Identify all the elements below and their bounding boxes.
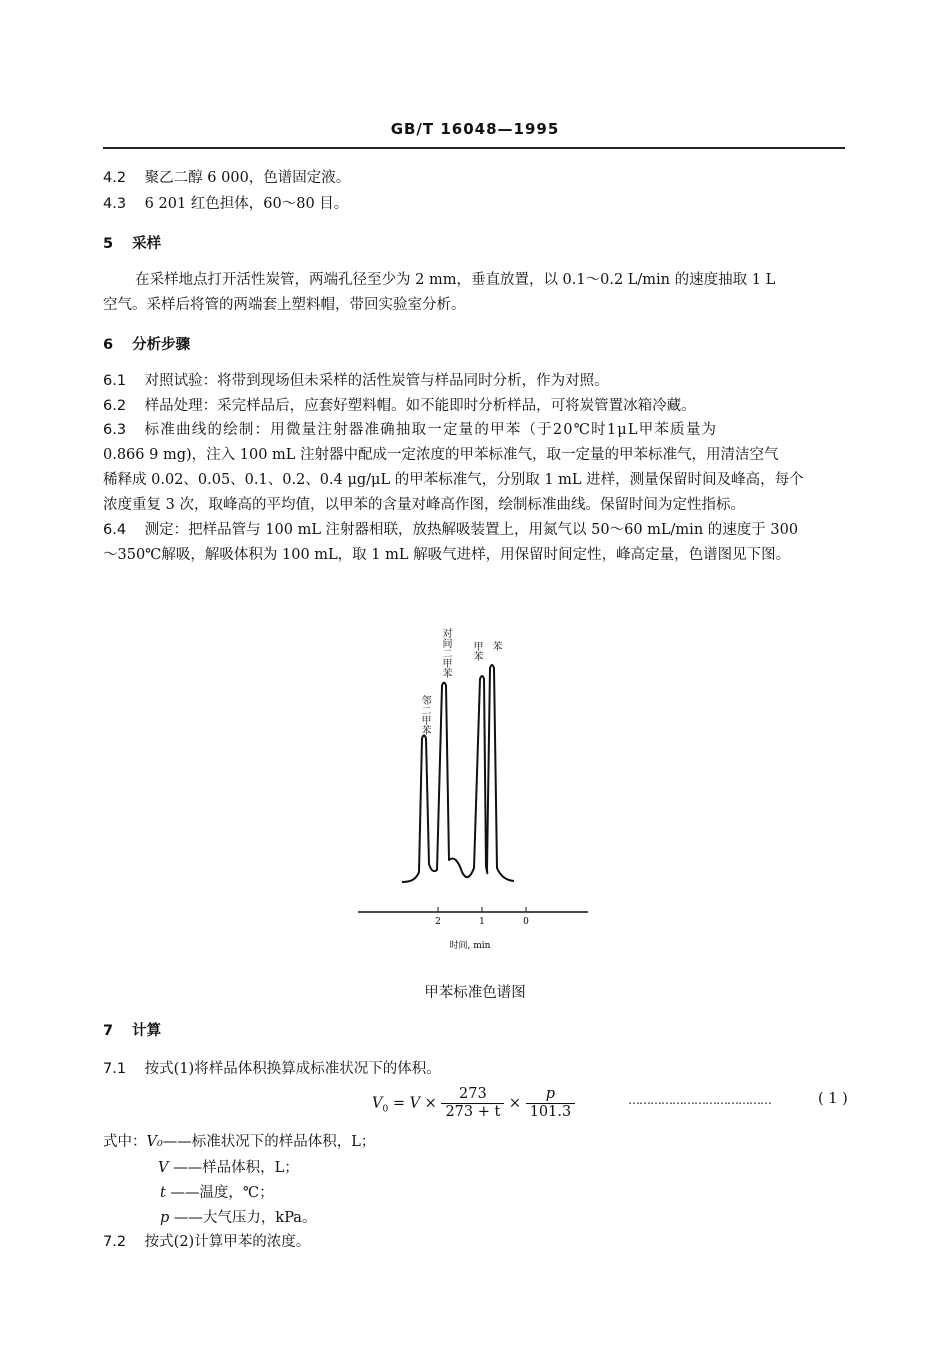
item-6-2 xyxy=(103,394,696,415)
x-tick-label: 0 xyxy=(523,917,529,927)
x-tick-label: 1 xyxy=(479,917,485,927)
item-number: 6.4 xyxy=(103,522,127,538)
def-text: ——温度，℃； xyxy=(170,1185,274,1201)
item-text: 聚乙二醇 6 000，色谱固定液。 xyxy=(144,170,351,186)
where-line-3 xyxy=(160,1181,274,1202)
section-number: 7 xyxy=(103,1023,114,1039)
fraction-numerator: 273 xyxy=(441,1086,504,1104)
x-tick-label: 2 xyxy=(435,917,441,927)
where-line-4 xyxy=(160,1206,316,1227)
item-number: 7.2 xyxy=(103,1234,127,1250)
item-6-4 xyxy=(103,518,798,539)
where-label: 式中： xyxy=(103,1134,147,1150)
fraction-pressure xyxy=(526,1086,576,1121)
item-number: 4.2 xyxy=(103,170,127,186)
item-number: 4.3 xyxy=(103,196,127,212)
chromatogram-chart xyxy=(340,620,610,960)
item-number: 7.1 xyxy=(103,1061,127,1077)
item-6-1 xyxy=(103,369,609,390)
peak-label-o-xylene: 邻二甲苯 xyxy=(419,695,430,735)
x-axis-ticks xyxy=(435,907,529,927)
item-text: 样品处理：采完样品后，应套好塑料帽。如不能即时分析样品，可将炭管置冰箱冷藏。 xyxy=(144,398,696,414)
item-text: 测定：把样品管与 100 mL 注射器相联，放热解吸装置上，用氮气以 50～60 mL/min 的速度于 300 xyxy=(144,522,799,538)
formula-number: ( 1 ) xyxy=(818,1091,848,1107)
chart-caption: 甲苯标准色谱图 xyxy=(424,985,526,1001)
formula-equals: = V × xyxy=(392,1095,437,1112)
item-number: 6.2 xyxy=(103,398,127,414)
section-title: 分析步骤 xyxy=(132,336,191,353)
header-rule xyxy=(103,147,845,149)
formula-lhs-subscript: 0 xyxy=(382,1104,389,1115)
x-axis-label: 时间, min xyxy=(449,941,491,951)
item-text: 按式(2)计算甲苯的浓度。 xyxy=(144,1234,311,1250)
section-5-heading xyxy=(103,232,161,253)
peak-label-benzene: 苯 xyxy=(490,641,501,651)
section-5-para-line1: 在采样地点打开活性炭管，两端孔径至少为 2 mm，垂直放置，以 0.1～0.2 L/min 的速度抽取 1 L xyxy=(135,272,776,288)
fraction-denominator: 273 + t xyxy=(445,1104,501,1120)
def-symbol: V₀ xyxy=(146,1134,163,1150)
item-6-3-line3: 稀释成 0.02、0.05、0.1、0.2、0.4 μg/μL 的甲苯标准气，分别取 1 mL 进样，测量保留时间及峰高，每个 xyxy=(103,472,804,488)
peak-label-toluene: 甲苯 xyxy=(471,641,482,661)
item-6-3-line4: 浓度重复 3 次，取峰高的平均值，以甲苯的含量对峰高作图，绘制标准曲线。保留时间为定性指标。 xyxy=(103,497,745,513)
section-number: 5 xyxy=(103,236,114,252)
section-number: 6 xyxy=(103,337,114,353)
item-number: 6.3 xyxy=(103,422,127,438)
def-text: ——标准状况下的样品体积，L； xyxy=(162,1134,376,1150)
fraction-numerator: p xyxy=(526,1086,576,1104)
where-line-2 xyxy=(158,1156,299,1177)
formula-lhs: V xyxy=(372,1095,383,1112)
def-text: ——样品体积，L； xyxy=(173,1160,299,1176)
item-text: 6 201 红色担体，60～80 目。 xyxy=(144,196,349,212)
item-number: 6.1 xyxy=(103,373,127,389)
item-4-2 xyxy=(103,166,350,187)
def-text: ——大气压力，kPa。 xyxy=(173,1210,317,1226)
item-7-1 xyxy=(103,1057,441,1078)
section-7-heading xyxy=(103,1019,161,1040)
section-title: 计算 xyxy=(132,1022,162,1039)
section-6-heading xyxy=(103,333,190,354)
def-symbol: p xyxy=(160,1210,170,1226)
peak-label-mp-xylene: 对间二甲苯 xyxy=(440,628,451,678)
item-6-3-line2: 0.866 9 mg)，注入 100 mL 注射器中配成一定浓度的甲苯标准气，取一定量的甲苯标准气，用清洁空气 xyxy=(103,447,779,463)
formula-leader-dots: ………………………………… xyxy=(628,1093,771,1107)
section-5-para-line2: 空气。采样后将管的两端套上塑料帽，带回实验室分析。 xyxy=(103,297,466,313)
standard-code-header: GB/T 16048—1995 xyxy=(390,120,560,138)
item-text: 按式(1)将样品体积换算成标准状况下的体积。 xyxy=(144,1061,441,1077)
formula-1 xyxy=(372,1086,575,1121)
item-6-4-line2: ～350℃解吸，解吸体积为 100 mL，取 1 mL 解吸气进样，用保留时间定性，峰高定量，色谱图见下图。 xyxy=(103,547,791,563)
fraction-temperature xyxy=(441,1086,504,1121)
def-symbol: t xyxy=(160,1185,166,1201)
item-4-3 xyxy=(103,192,348,213)
item-text: 标准曲线的绘制：用微量注射器准确抽取一定量的甲苯（于20℃时1μL甲苯质量为 xyxy=(144,422,718,438)
def-symbol: V xyxy=(158,1160,169,1176)
where-line-1 xyxy=(103,1130,375,1151)
item-text: 对照试验：将带到现场但未采样的活性炭管与样品同时分析，作为对照。 xyxy=(144,373,609,389)
fraction-denominator: 101.3 xyxy=(529,1104,572,1120)
item-6-3 xyxy=(103,418,717,439)
section-title: 采样 xyxy=(132,235,162,252)
formula-times: × xyxy=(508,1095,522,1112)
item-7-2 xyxy=(103,1230,310,1251)
